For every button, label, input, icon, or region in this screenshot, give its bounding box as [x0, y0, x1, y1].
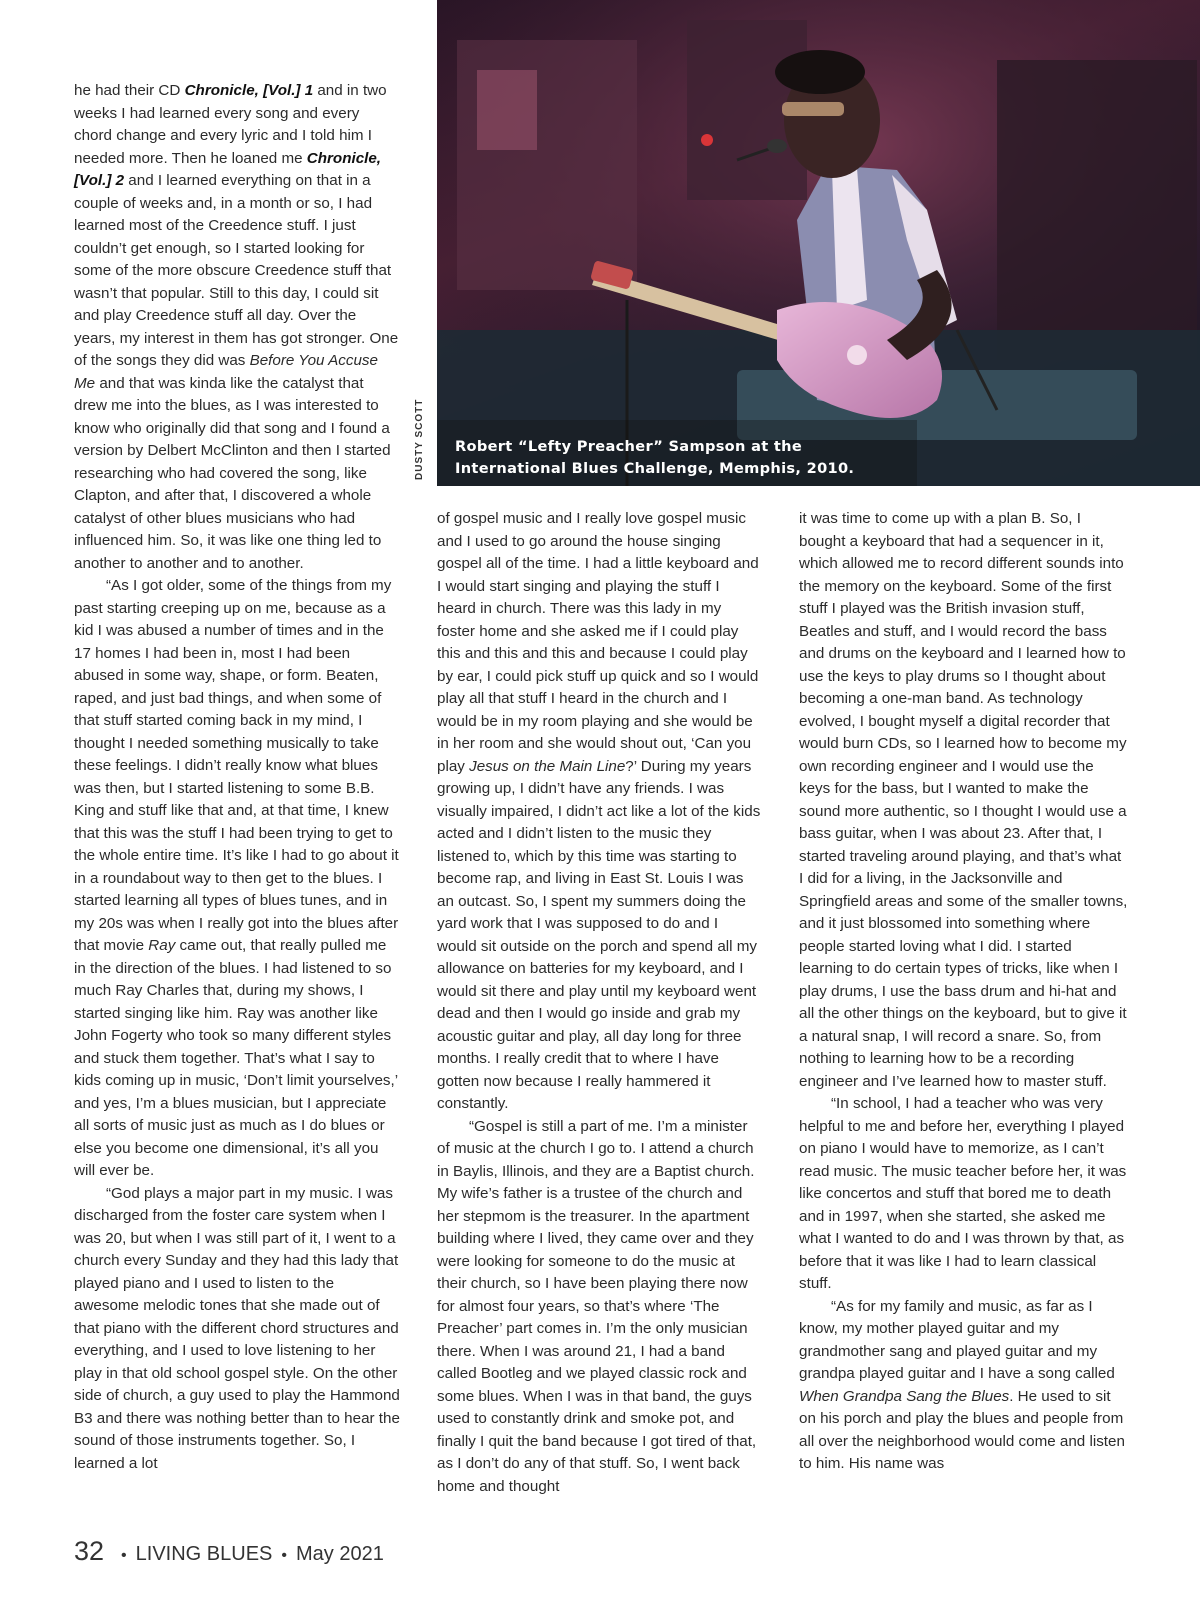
paragraph: [74, 575, 400, 1183]
album-title: Chronicle, [Vol.] 1: [184, 82, 314, 99]
caption-line-1: Robert “Lefty Preacher” Sampson at the: [455, 438, 803, 455]
photo-illustration: [437, 0, 1200, 486]
text-run: of gospel music and I really love gospel music and I used to go around the house singing gospel all of the time. I had a little keyboard and I would start singing and playing the stuff I heard in church. There was this lady in my foster home and she asked me if I could play this and this and this and because I could play by ear, I could pick stuff up quick and so I would play all that stuff I heard in the church and I would be in my room playing and she would be in her room and she would shout out, ‘Can you play: [437, 510, 759, 775]
paragraph: “God plays a major part in my music. I was discharged from the foster care system when I was 20, but when I was still part of it, I went to a church every Sunday and they had this lady that played piano and I used to listen to the awesome melodic tones that she made out of that piano with the different chord structures and everything, and I used to love listening to her play in that old school gospel style. On the other side of church, a guy used to play the Hammond B3 and there was nothing better than to hear the sound of those instruments together. So, I learned a lot: [74, 1184, 400, 1472]
song-title: When Grandpa Sang the Blues: [799, 1387, 1010, 1405]
magazine-name: LIVING BLUES: [135, 1543, 273, 1565]
song-title: Jesus on the Main Line: [469, 757, 626, 775]
paragraph: [799, 1296, 1129, 1476]
paragraph: “In school, I had a teacher who was very helpful to me and before her, everything I played on piano I would have to memorize, as I can’t read music. The music teacher before her, it was like concertos and stuff that bored me to death and in 1997, when she started, she asked me what I wanted to do and I was thrown by that, as before that it was like I had to learn classical stuff.: [799, 1095, 1127, 1292]
issue-date: May 2021: [295, 1543, 384, 1565]
page-number: 32: [74, 1536, 105, 1566]
paragraph: “Gospel is still a part of me. I’m a minister of music at the church I go to. I attend a church in Baylis, Illinois, and they are a Baptist church. My wife’s father is a trustee of the church and her stepmom is the treasurer. In the apartment building where I lived, they came over and they were looking for someone to do the music at their church, so I have been playing there now for almost four years, so that’s where ‘The Preacher’ part comes in. I’m the only musician there. When I was around 21, I had a band called Bootleg and we played classic rock and some blues. When I was in that band, the guys used to constantly drink and smoke pot, and finally I quit the band because I got tired of that, as I don’t do any of that stuff. So, I went back home and thought: [437, 1117, 757, 1495]
text-run: . He used to sit on his porch and play the blues and people from all over the neighborhood would come and listen to him. His name was: [799, 1387, 1125, 1472]
performer-photo: [437, 0, 1200, 486]
page-footer: [74, 1536, 384, 1567]
paragraph: [74, 80, 400, 575]
text-run: “As I got older, some of the things from my past starting creeping up on me, because as a kid I was abused a number of times and in the 17 homes I had been in, most I had been abused in some way, shape, or form. Beaten, raped, and just bad things, and when some of that stuff started coming back in my mind, I thought I needed something musically to take these feelings. I didn’t really know what blues was then, but I started listening to some B.B. King and stuff like that and, at that time, I knew that this was the stuff I had been trying to get to the whole entire time. It’s like I had to go about it in a roundabout way to then get to the blues. I started learning all types of blues tunes, and in my 20s was when I really got into the blues after that movie: [74, 577, 399, 954]
text-run: ?’ During my years growing up, I didn’t have any friends. I was visually impaired, I didn’t act like a lot of the kids acted and I didn’t listen to the music they listened to, which by this time was starting to become rap, and living in East St. Louis I was an outcast. So, I spent my summers doing the yard work that I was supposed to do and I would sit outside on the porch and spend all my allowance on batteries for my keyboard, and I would sit there and play until my keyboard went dead and then I would go inside and grab my acoustic guitar and play, all day long for three months. I really credit that to where I have gotten now because I really hammered it constantly.: [437, 757, 761, 1112]
album-title: Chronicle, [Vol.] 2: [74, 149, 382, 189]
photo-credit: DUSTY SCOTT: [414, 398, 425, 480]
paragraph: [437, 508, 762, 1116]
footer-bullet: •: [281, 1547, 287, 1564]
article-column-3: [799, 508, 1129, 1476]
text-run: came out, that really pulled me in the direction of the blues. I had listened to so much Ray Charles that, during my shows, I started singing like him. Ray was another like John Fogerty who took so many different styles and stuck them together. That’s what I say to kids coming up in music, ‘Don’t limit yourselves,’ and yes, I’m a blues musician, but I appreciate all sorts of music just as much as I do blues or else you become one dimensional, it’s all you will ever be.: [74, 937, 398, 1179]
movie-title: Ray: [148, 937, 176, 954]
footer-bullet: •: [121, 1547, 127, 1564]
song-title: Before You Accuse Me: [74, 352, 378, 392]
article-column-2: [437, 508, 762, 1498]
text-run: he had their CD: [74, 82, 185, 99]
text-run: “As for my family and music, as far as I know, my mother played guitar and my grandmother sang and played guitar and my grandpa played guitar and I have a song called: [799, 1297, 1115, 1382]
text-run: and that was kinda like the catalyst that drew me into the blues, as I was interested to know who originally did that song and I found a version by Delbert McClinton and then I started researching who had covered the song, like Clapton, and after that, I discovered a whole catalyst of other blues musicians who had influenced him. So, it was like one thing led to another to another and to another.: [74, 374, 391, 572]
text-run: and I learned everything on that in a couple of weeks and, in a month or so, I had learned most of the Creedence stuff. I just couldn’t get enough, so I started looking for some of the more obscure Creedence stuff that wasn’t that popular. Still to this day, I could sit and play Creedence stuff all day. Over the years, my interest in them has got stronger. One of the songs they did was: [74, 172, 399, 369]
paragraph: it was time to come up with a plan B. So, I bought a keyboard that had a sequencer in it, which allowed me to record different sounds into the memory on the keyboard. Some of the first stuff I played was the British invasion stuff, Beatles and stuff, and I would record the bass and drums on the keyboard and I learned how to use the keys to play drums so I thought about becoming a one-man band. As technology evolved, I bought myself a digital recorder that would burn CDs, so I learned how to become my own recording engineer and I would use the keys for the bass, but I wanted to make the sound more authentic, so I thought I would use a bass guitar, when I was about 23. After that, I started traveling around playing, and that’s what I did for a living, in the Jacksonville and Springfield areas and some of the smaller towns, and it just blossomed into something where people started loving what I did. I started learning to do certain types of tricks, like when I play drums, I use the bass drum and hi-hat and all the other things on the keyboard, but to give it a natural snap, I will record a snare. So, from nothing to learning how to be a recording engineer and I’ve learned how to master stuff.: [799, 510, 1128, 1090]
article-column-1: [74, 80, 400, 1475]
text-run: and in two weeks I had learned every song and every chord change and every lyric and I told him I needed more. Then he loaned me: [74, 82, 387, 167]
caption-line-2: International Blues Challenge, Memphis, 2010.: [455, 460, 855, 477]
photo-caption: [455, 436, 875, 480]
